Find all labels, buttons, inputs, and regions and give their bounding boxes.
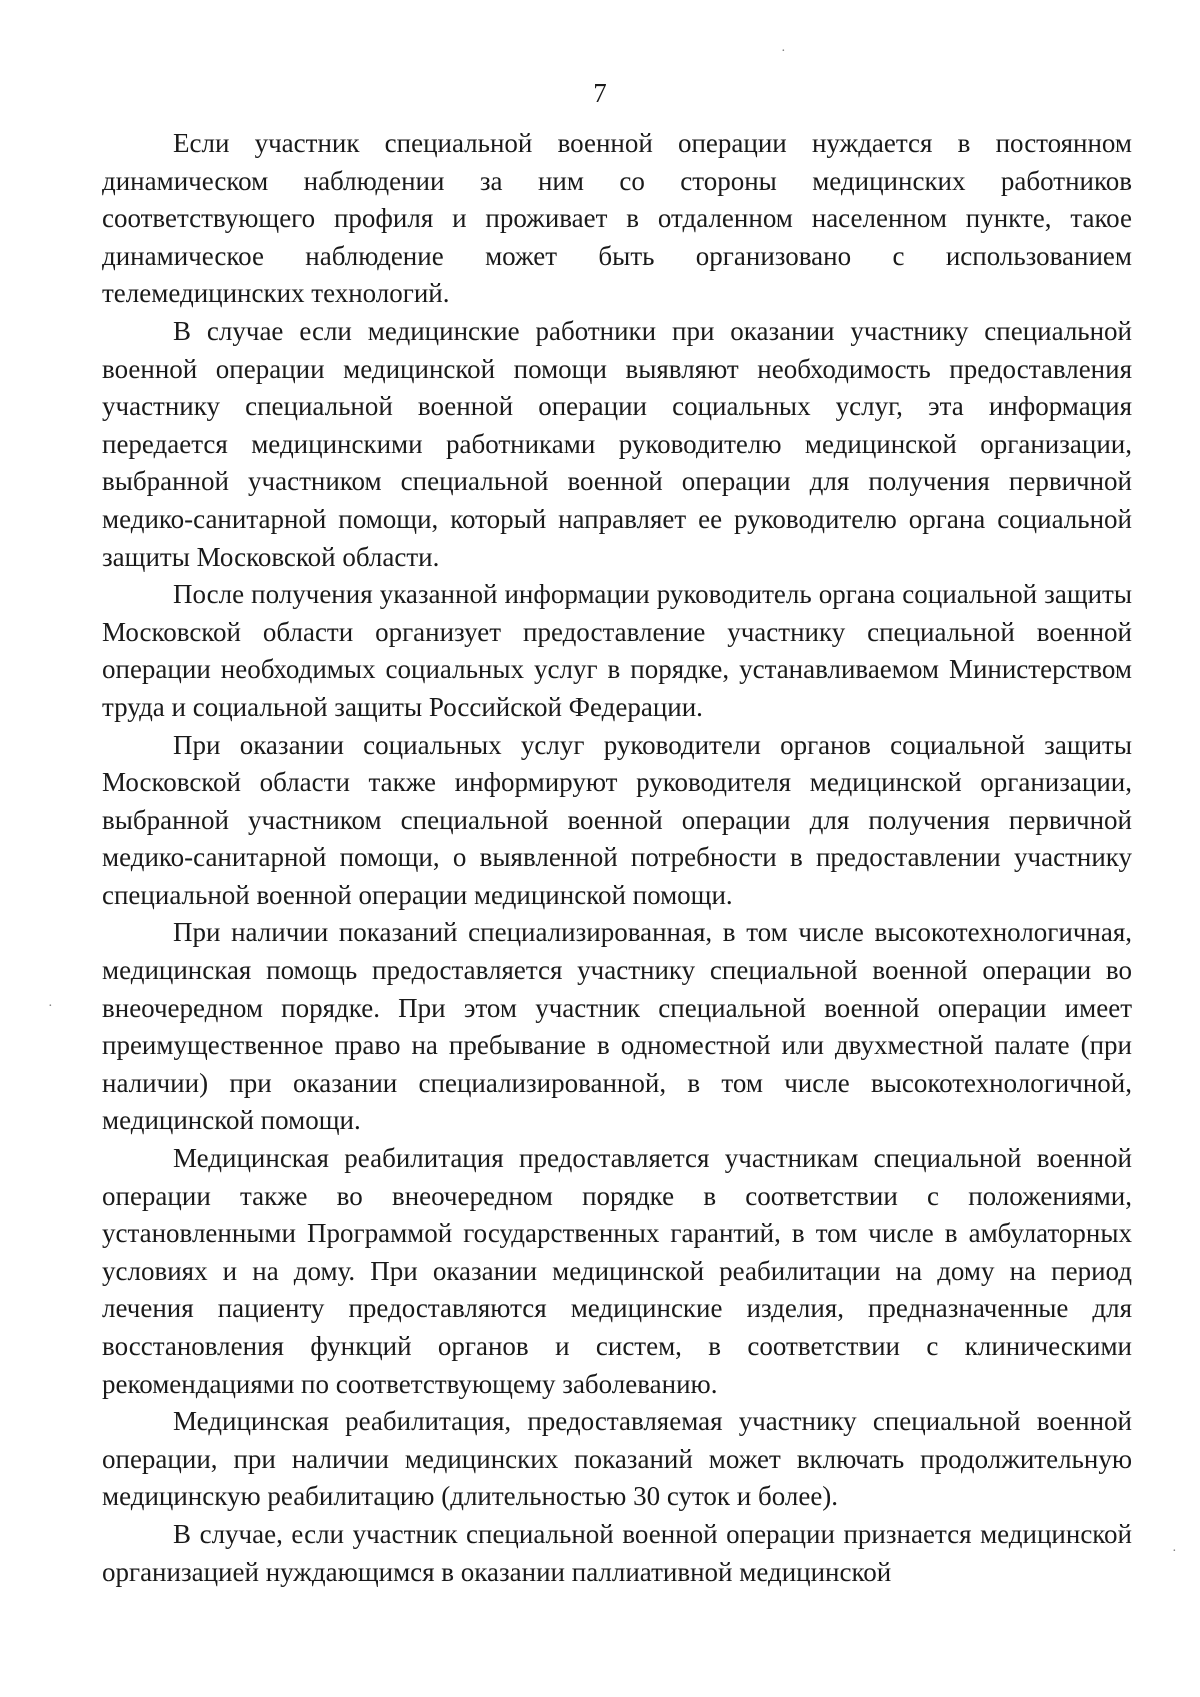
paragraph-medical-rehabilitation: Медицинская реабилитация предоставляется участникам специальной военной операции также во внеочередном порядке в соответствии с положениями, установленными Программой государственных гарантий, в том числе в амбулаторных условиях и на дому. При оказании медицинской реабилитации на дому на период лечения пациенту предоставляются медицинские изделия, предназначенные для восстановления функций органов и систем, в соответствии с клиническими рекомендациями по соответствующему заболеванию. (102, 1143, 1132, 1399)
paragraph-telemedicine: Если участник специальной военной операции нуждается в постоянном динамическом наблюдении за ним со стороны медицинских работников соответствующего профиля и проживает в отдаленном населенном пункте, такое динамическое наблюдение может быть организовано с использованием телемедицинских технологий. (102, 128, 1132, 309)
scan-speck-left: · (48, 999, 53, 1014)
scan-speck-top: · (781, 44, 786, 59)
paragraph-informing-medical-organization: При оказании социальных услуг руководители органов социальной защиты Московской области также информируют руководителя медицинской организации, выбранной участником специальной военной операции для получения первичной медико-санитарной помощи, о выявленной потребности в предоставлении участнику специальной военной операции медицинской помощи. (102, 729, 1132, 910)
paragraph-long-term-rehabilitation: Медицинская реабилитация, предоставляемая участнику специальной военной операции, при наличии медицинских показаний может включать продолжительную медицинскую реабилитацию (длительностью 30 суток и более). (102, 1406, 1132, 1512)
page-number: 7 (593, 78, 607, 108)
scan-speck-right: · (1172, 1544, 1177, 1559)
paragraph-palliative-care: В случае, если участник специальной военной операции признается медицинской организацией нуждающимся в оказании паллиативной медицинской (102, 1518, 1132, 1587)
document-body (102, 125, 1132, 1591)
paragraph-social-services-need: В случае если медицинские работники при оказании участнику специальной военной операции медицинской помощи выявляют необходимость предоставления участнику специальной военной операции социальных услуг, эта информация передается медицинскими работниками руководителю медицинской организации, выбранной участником специальной военной операции для получения первичной медико-санитарной помощи, который направляет ее руководителю органа социальной защиты Московской области. (102, 315, 1132, 572)
paragraph-specialized-care: При наличии показаний специализированная, в том числе высокотехнологичная, медицинская помощь предоставляется участнику специальной военной операции во внеочередном порядке. При этом участник специальной военной операции имеет преимущественное право на пребывание в одноместной или двухместной палате (при наличии) при оказании специализированной, в том числе высокотехнологичной, медицинской помощи. (102, 917, 1132, 1136)
paragraph-social-protection-organization: После получения указанной информации руководитель органа социальной защиты Московской области организует предоставление участнику специальной военной операции необходимых социальных услуг в порядке, устанавливаемом Министерством труда и социальной защиты Российской Федерации. (102, 579, 1132, 722)
